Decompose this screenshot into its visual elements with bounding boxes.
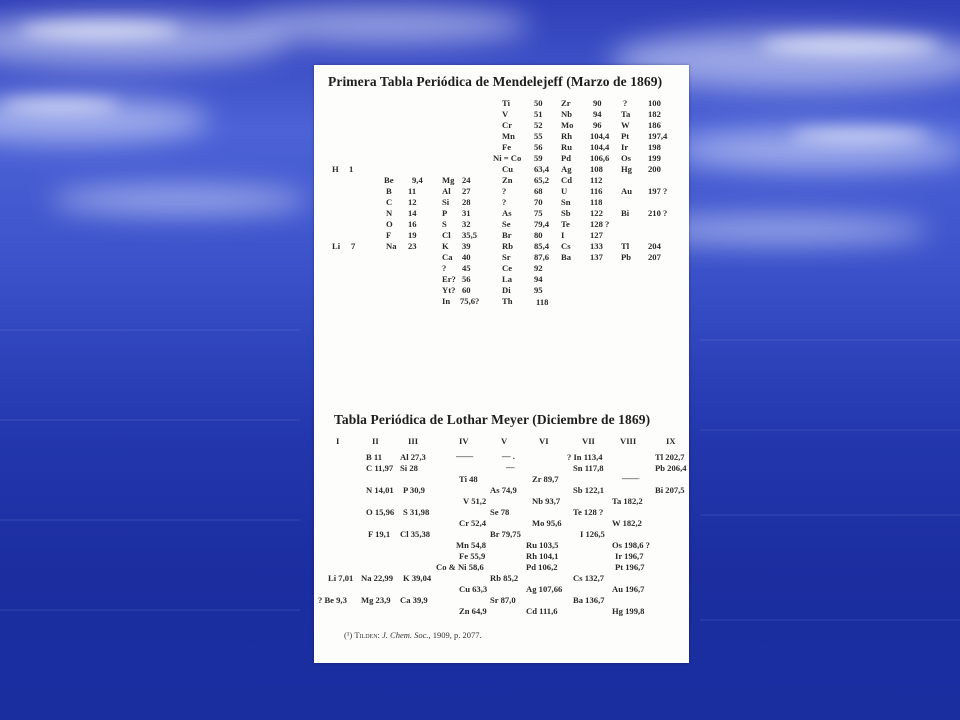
table1-cell: 200 [648,164,661,174]
table1-cell: 197,4 [648,131,668,141]
table2-cell: I 126,5 [580,529,605,539]
table1-cell: Ca [442,252,453,262]
table1-cell: 55 [534,131,543,141]
table1-cell: 186 [648,120,661,130]
table1-cell: Cu [502,164,513,174]
table1-cell: 204 [648,241,661,251]
table2-cell: B 11 [366,452,382,462]
table1-cell: 50 [534,98,543,108]
table2-cell: II [372,436,379,446]
table1-cell: ? [442,263,447,273]
table2-cell: Nb 93,7 [532,496,561,506]
table2-cell: Ti 48 [459,474,478,484]
table2-cell: VI [539,436,549,446]
table1-cell: 45 [462,263,471,273]
table1-cell: 65,2 [534,175,550,185]
table1-cell: Pb [621,252,632,262]
table2-cell: Cs 132,7 [573,573,605,583]
table1-cell: 56 [534,142,543,152]
table1-cell: 137 [590,252,603,262]
table1-cell: Pd [561,153,572,163]
table1-cell: ? [502,197,507,207]
table2-cell: P 30,9 [403,485,425,495]
table1-cell: Er? [442,274,456,284]
table2-cell: Cd 111,6 [526,606,558,616]
table1-cell: 7 [351,241,356,251]
table1-cell: Al [442,186,451,196]
table1-cell: Cd [561,175,572,185]
table1-cell: 27 [462,186,471,196]
table1-cell: Ba [561,252,572,262]
table1-cell: 56 [462,274,471,284]
table2-cell: Sb 122,1 [573,485,605,495]
table2-cell: Ru 103,5 [526,540,559,550]
table1-cell: In [442,296,451,306]
table2-cell: Si 28 [400,463,418,473]
table2-cell: Li 7,01 [328,573,354,583]
table1-cell: La [502,274,513,284]
table2-cell: Ir 196,7 [615,551,644,561]
table1-cell: 68 [534,186,543,196]
table1-cell: Zr [561,98,571,108]
table1-cell: 39 [462,241,471,251]
table2-cell: —— [456,451,474,461]
table1-cell: 80 [534,230,543,240]
table1-cell: Os [621,153,632,163]
table1-cell: 116 [590,186,603,196]
table1-cell: S [442,219,447,229]
table2-cell: Os 198,6 ? [612,540,650,550]
table2-cell: Pb 206,4 [655,463,687,473]
table1-cell: U [561,186,568,196]
table2-cell: VIII [620,436,637,446]
table1-cell: Mn [502,131,515,141]
table1-cell: P [442,208,448,218]
table2-cell: Rb 85,2 [490,573,519,583]
table1-cell: 118 [536,297,549,307]
table1-cell: Ni = Co [493,153,522,163]
table1-cell: Sn [561,197,571,207]
table1-cell: Pt [621,131,630,141]
table1-cell: 104,4 [590,131,610,141]
table2-cell: — . [502,451,515,461]
table1-cell: 16 [408,219,417,229]
table1-cell: 35,5 [462,230,478,240]
table1-cell: Yt? [442,285,456,295]
table1-cell: 90 [593,98,602,108]
table2-cell: N 14,01 [366,485,394,495]
table1-cell: H [332,164,339,174]
table1-cell: N [386,208,393,218]
footnote-citation: (¹) Tilden: J. Chem. Soc., 1909, p. 2077. [344,630,482,640]
table2-cell: Na 22,99 [361,573,393,583]
table2-cell: F 19,1 [368,529,391,539]
table1-cell: 94 [593,109,602,119]
table1-cell: 75,6? [460,296,480,306]
table1-cell: Rb [502,241,513,251]
table1-cell: 104,4 [590,142,610,152]
table1-cell: Mo [561,120,574,130]
table2-cell: W 182,2 [612,518,642,528]
table1-cell: Br [502,230,512,240]
table1-cell: Sr [502,252,511,262]
table1-cell: B [386,186,392,196]
table1-cell: Bi [621,208,630,218]
table1-cell: V [502,109,509,119]
table1-cell: 108 [590,164,603,174]
table1-cell: 127 [590,230,603,240]
table2-cell: IX [666,436,676,446]
table1-cell: Ti [502,98,510,108]
table1-cell: 85,4 [534,241,550,251]
table1-cell: Se [502,219,511,229]
table2-cell: Au 196,7 [612,584,645,594]
table1-cell: C [386,197,393,207]
table1-cell: Na [386,241,397,251]
table2-cell: Mg 23,9 [361,595,391,605]
table1-cell: W [621,120,630,130]
table2-cell: Mo 95,6 [532,518,562,528]
table2-cell: Mn 54,8 [456,540,487,550]
table2-cell: Ca 39,9 [400,595,428,605]
table2-cell: I [336,436,340,446]
table1-cell: Ce [502,263,513,273]
table1-cell: As [502,208,512,218]
table1-cell: 106,6 [590,153,610,163]
table1-cell: 51 [534,109,543,119]
table1-cell: 96 [593,120,602,130]
table1-cell: 118 [590,197,603,207]
table2-cell: Cu 63,3 [459,584,488,594]
table1-cell: Rh [561,131,572,141]
table2-cell: Al 27,3 [400,452,426,462]
table1-cell: 197 ? [648,186,668,196]
table2-cell: V 51,2 [463,496,487,506]
table1-cell: Di [502,285,511,295]
table2-cell: Ta 182,2 [612,496,643,506]
table1-cell: 207 [648,252,661,262]
table1-cell: 1 [349,164,354,174]
table2-cell: ? In 113,4 [567,452,603,462]
table1-cell: Cs [561,241,571,251]
table1-cell: 94 [534,274,543,284]
table2-cell: C 11,97 [366,463,394,473]
table1-cell: Nb [561,109,572,119]
table1-cell: F [386,230,392,240]
table1-cell: 19 [408,230,417,240]
table2-cell: Se 78 [490,507,510,517]
table2-cell: Sn 117,8 [573,463,604,473]
table2-cell: Pd 106,2 [526,562,558,572]
table1-cell: 210 ? [648,208,668,218]
table1-cell: 12 [408,197,417,207]
table1-cell: Te [561,219,570,229]
table2-cell: III [408,436,419,446]
table1-cell: 100 [648,98,661,108]
table1-cell: 52 [534,120,543,130]
table1-cell: 87,6 [534,252,550,262]
table1-cell: Mg [442,175,455,185]
table1-cell: 59 [534,153,543,163]
table2-cell: V [501,436,508,446]
table1-cell: Ta [621,109,631,119]
table1-cell: 11 [408,186,417,196]
table2-cell: Te 128 ? [573,507,604,517]
table1-cell: 112 [590,175,603,185]
table2-cell: S 31,98 [403,507,430,517]
table1-cell: 75 [534,208,543,218]
table1-cell: Be [384,175,394,185]
mendeleev-table-title: Primera Tabla Periódica de Mendelejeff (Marzo de 1869) [328,74,663,89]
table2-cell: ? Be 9,3 [318,595,347,605]
table2-cell: IV [459,436,469,446]
table1-cell: Tl [621,241,630,251]
table1-cell: 79,4 [534,219,550,229]
table2-cell: As 74,9 [490,485,517,495]
table1-cell: Au [621,186,632,196]
table2-cell: Ag 107,66 [526,584,563,594]
table1-cell: 92 [534,263,543,273]
table1-cell: 198 [648,142,661,152]
meyer-table-title: Tabla Periódica de Lothar Meyer (Diciembre de 1869) [334,412,651,427]
table1-cell: O [386,219,393,229]
table1-cell: 31 [462,208,471,218]
table2-cell: — [506,462,515,472]
table1-cell: 60 [462,285,471,295]
table1-cell: Fe [502,142,512,152]
table2-cell: —— [622,473,640,483]
table1-cell: 28 [462,197,471,207]
table1-cell: 70 [534,197,543,207]
table1-cell: 122 [590,208,603,218]
table2-cell: VII [582,436,595,446]
table1-cell: Zn [502,175,513,185]
table1-cell: 40 [462,252,471,262]
table2-cell: Sr 87,0 [490,595,516,605]
table1-cell: 133 [590,241,603,251]
table1-cell: Th [502,296,513,306]
table1-cell: Sb [561,208,571,218]
table1-cell: Cr [502,120,513,130]
table1-cell: Cl [442,230,451,240]
table1-cell: I [561,230,565,240]
table2-cell: Cl 35,38 [400,529,431,539]
table1-cell: Ag [561,164,572,174]
table1-cell: 182 [648,109,661,119]
table2-cell: Tl 202,7 [655,452,685,462]
table1-cell: Li [332,241,341,251]
table1-cell: 24 [462,175,471,185]
table1-cell: 95 [534,285,543,295]
table1-cell: 14 [408,208,417,218]
table2-cell: Pt 196,7 [615,562,645,572]
table1-cell: K [442,241,449,251]
table2-cell: Ba 136,7 [573,595,605,605]
table1-cell: 128 ? [590,219,610,229]
table1-cell: 9,4 [412,175,423,185]
table2-cell: Zr 89,7 [532,474,559,484]
document-scan [314,65,689,663]
table2-cell: Hg 199,8 [612,606,645,616]
table2-cell: O 15,96 [366,507,395,517]
table2-cell: Rh 104,1 [526,551,559,561]
table1-cell: Ir [621,142,629,152]
table2-cell: K 39,04 [403,573,432,583]
table1-cell: 199 [648,153,661,163]
table1-cell: 23 [408,241,417,251]
table2-cell: Co & Ni 58,6 [436,562,484,572]
table1-cell: 63,4 [534,164,550,174]
table2-cell: Bi 207,5 [655,485,685,495]
table2-cell: Br 79,75 [490,529,521,539]
table2-cell: Cr 52,4 [459,518,487,528]
table1-cell: ? [623,98,628,108]
table1-cell: Ru [561,142,572,152]
table2-cell: Fe 55,9 [459,551,486,561]
table1-cell: 32 [462,219,471,229]
table1-cell: Si [442,197,450,207]
table1-cell: ? [502,186,507,196]
table2-cell: Zn 64,9 [459,606,487,616]
table1-cell: Hg [621,164,632,174]
